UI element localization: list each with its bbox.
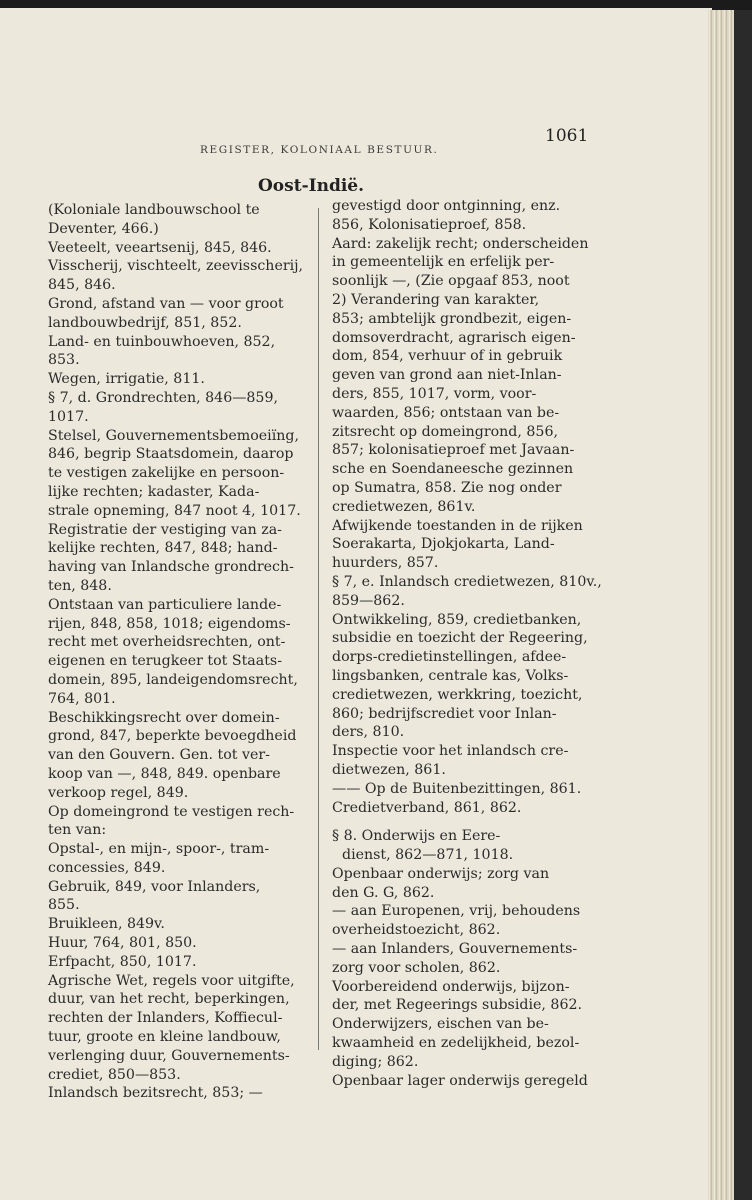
text-line: 857; kolonisatieproef met Javaan- — [332, 442, 575, 459]
text-line: § 7, e. Inlandsch credietwezen, 810v., — [332, 573, 602, 590]
left-column — [48, 201, 310, 1103]
text-line: 853; ambtelijk grondbezit, eigen- — [332, 310, 572, 327]
text-line: 845, 846. — [48, 277, 116, 294]
text-line: kwaamheid en zedelijkheid, bezol- — [332, 1035, 580, 1052]
page-number: 1061 — [545, 126, 589, 146]
text-line: Aard: zakelijk recht; onderscheiden — [332, 235, 589, 252]
text-line: dienst, 862—871, 1018. — [342, 847, 514, 864]
text-line: concessies, 849. — [48, 859, 166, 876]
text-line: Afwijkende toestanden in de rijken — [332, 517, 583, 534]
text-line: lingsbanken, centrale kas, Volks- — [332, 667, 569, 684]
right-column — [332, 197, 602, 1090]
text-line: recht met overheidsrechten, ont- — [48, 634, 286, 651]
text-line: crediet, 850—853. — [48, 1066, 181, 1083]
text-line: zitsrecht op domeingrond, 856, — [332, 423, 558, 440]
text-line: eigenen en terugkeer tot Staats- — [48, 653, 282, 670]
text-line: 764, 801. — [48, 690, 116, 707]
text-line: waarden, 856; ontstaan van be- — [332, 404, 560, 421]
text-line: van den Gouvern. Gen. tot ver- — [48, 747, 270, 764]
page-stack-edge — [708, 10, 734, 1200]
text-line: geven van grond aan niet-Inlan- — [332, 367, 562, 384]
text-line: lijke rechten; kadaster, Kada- — [48, 483, 260, 500]
text-line: subsidie en toezicht der Regeering, — [332, 630, 588, 647]
text-line: § 7, d. Grondrechten, 846—859, — [48, 389, 278, 406]
text-line: ders, 855, 1017, vorm, voor- — [332, 385, 537, 402]
text-line: Deventer, 466.) — [48, 220, 159, 237]
text-line: Ontstaan van particuliere lande- — [48, 596, 282, 613]
column-divider — [318, 208, 319, 1050]
text-line: Voorbereidend onderwijs, bijzon- — [332, 978, 570, 995]
text-line: Inlandsch bezitsrecht, 853; — — [48, 1085, 263, 1102]
running-title: REGISTER, KOLONIAAL BESTUUR. — [200, 144, 439, 156]
text-line: credietwezen, 861v. — [332, 498, 476, 515]
text-line: (Koloniale landbouwschool te — [48, 202, 260, 218]
text-line: 856, Kolonisatieproef, 858. — [332, 216, 527, 233]
text-line: 855. — [48, 897, 80, 914]
text-line: 1017. — [48, 408, 89, 425]
text-line: kelijke rechten, 847, 848; hand- — [48, 540, 278, 557]
text-line: dietwezen, 861. — [332, 761, 446, 778]
text-line: overheidstoezicht, 862. — [332, 922, 501, 939]
text-line: soonlijk —, (Zie opgaaf 853, noot — [332, 273, 570, 290]
text-line: — aan Inlanders, Gouvernements- — [332, 941, 578, 958]
text-line: duur, van het recht, beperkingen, — [48, 991, 290, 1008]
text-line: Credietverband, 861, 862. — [332, 799, 522, 816]
text-line: Bruikleen, 849v. — [48, 916, 165, 933]
text-line: Wegen, irrigatie, 811. — [48, 371, 205, 388]
section-title: Oost-Indië. — [258, 176, 365, 196]
text-line: 846, begrip Staatsdomein, daarop — [48, 446, 294, 463]
text-line: Onderwijzers, eischen van be- — [332, 1016, 549, 1033]
text-line: huurders, 857. — [332, 555, 439, 572]
text-line: rechten der Inlanders, Koffiecul- — [48, 1010, 283, 1027]
text-line: Gebruik, 849, voor Inlanders, — [48, 878, 261, 895]
text-line: rijen, 848, 858, 1018; eigendoms- — [48, 615, 291, 632]
text-line: having van Inlandsche grondrech- — [48, 559, 294, 576]
text-line: Grond, afstand van — voor groot — [48, 295, 284, 312]
text-line: — aan Europenen, vrij, behoudens — [332, 903, 581, 920]
text-line: Openbaar lager onderwijs geregeld — [332, 1072, 588, 1089]
text-line: zorg voor scholen, 862. — [332, 959, 501, 976]
text-line: Stelsel, Gouvernementsbemoeiïng, — [48, 427, 299, 444]
text-line: ten van: — [48, 822, 107, 839]
text-line: Op domeingrond te vestigen rech- — [48, 803, 295, 820]
text-line: Beschikkingsrecht over domein- — [48, 709, 280, 726]
text-line: Openbaar onderwijs; zorg van — [332, 865, 550, 882]
text-line: op Sumatra, 858. Zie nog onder — [332, 479, 562, 496]
page-edge-shadow — [734, 10, 752, 1200]
text-line: ders, 810. — [332, 724, 405, 741]
text-line: dorps-credietinstellingen, afdee- — [332, 649, 567, 666]
text-line: 853. — [48, 352, 80, 369]
text-line: verkoop regel, 849. — [48, 784, 189, 801]
text-line: Agrische Wet, regels voor uitgifte, — [48, 972, 295, 989]
text-line: Veeteelt, veeartsenij, 845, 846. — [48, 239, 272, 256]
text-line: Ontwikkeling, 859, credietbanken, — [332, 611, 582, 628]
text-line: domsoverdracht, agrarisch eigen- — [332, 329, 576, 346]
text-line: dom, 854, verhuur of in gebruik — [332, 348, 563, 365]
text-line: sche en Soendaneesche gezinnen — [332, 461, 574, 478]
text-line: diging; 862. — [332, 1053, 419, 1070]
text-line: Registratie der vestiging van za- — [48, 521, 282, 538]
text-line: der, met Regeerings subsidie, 862. — [332, 997, 583, 1014]
text-line: Inspectie voor het inlandsch cre- — [332, 743, 569, 760]
text-line: in gemeentelijk en erfelijk per- — [332, 254, 555, 271]
text-line: domein, 895, landeigendomsrecht, — [48, 671, 298, 688]
text-line: Land- en tuinbouwhoeven, 852, — [48, 333, 276, 350]
text-line: credietwezen, werkkring, toezicht, — [332, 686, 583, 703]
text-line: 2) Verandering van karakter, — [332, 291, 540, 308]
text-line: strale opneming, 847 noot 4, 1017. — [48, 502, 301, 519]
text-line: Soerakarta, Djokjokarta, Land- — [332, 536, 555, 553]
text-line: Erfpacht, 850, 1017. — [48, 953, 197, 970]
text-line: ten, 848. — [48, 577, 112, 594]
text-line: landbouwbedrijf, 851, 852. — [48, 314, 242, 331]
text-line: te vestigen zakelijke en persoon- — [48, 465, 285, 482]
text-line: grond, 847, beperkte bevoegdheid — [48, 728, 297, 745]
text-line: den G. G, 862. — [332, 884, 435, 901]
text-line: § 8. Onderwijs en Eere- — [332, 828, 501, 845]
book-page — [0, 8, 712, 1200]
text-line: tuur, groote en kleine landbouw, — [48, 1029, 281, 1046]
text-line: Visscherij, vischteelt, zeevisscherij, — [48, 258, 304, 275]
text-line: gevestigd door ontginning, enz. — [332, 198, 561, 214]
text-line: Huur, 764, 801, 850. — [48, 935, 197, 952]
text-line: verlenging duur, Gouvernements- — [48, 1047, 290, 1064]
text-line: 859—862. — [332, 592, 405, 609]
text-line: 860; bedrijfscrediet voor Inlan- — [332, 705, 557, 722]
text-line: koop van —, 848, 849. openbare — [48, 765, 281, 782]
text-line: Opstal-, en mijn-, spoor-, tram- — [48, 841, 270, 858]
text-line: —— Op de Buitenbezittingen, 861. — [332, 780, 582, 797]
